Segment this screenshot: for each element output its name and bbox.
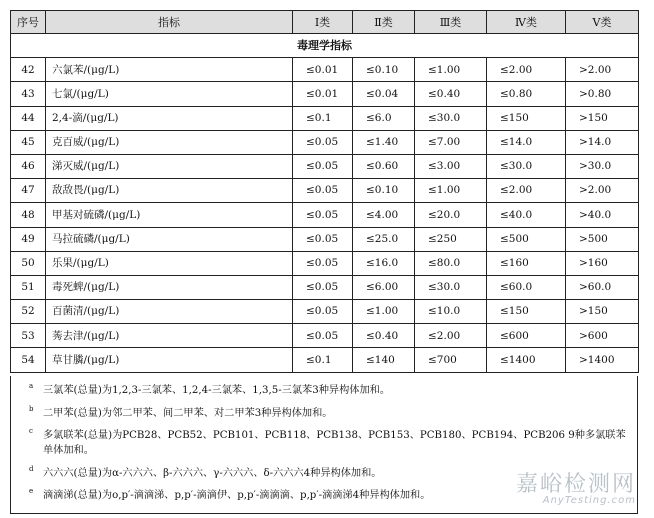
row-class-5: >30.0 — [566, 154, 639, 178]
row-class-2: ≤0.10 — [353, 179, 415, 203]
row-class-1: ≤0.05 — [293, 275, 353, 299]
row-class-1: ≤0.05 — [293, 130, 353, 154]
note-mark: b — [29, 404, 34, 413]
row-indicator: 克百威/(μg/L) — [46, 130, 293, 154]
note-text: 六六六(总量)为α-六六六、β-六六六、γ-六六六、δ-六六六4种异构体加和。 — [43, 467, 382, 479]
table-row — [11, 106, 639, 130]
row-class-4: ≤0.80 — [487, 82, 566, 106]
note-mark: c — [29, 427, 33, 435]
watermark — [450, 467, 636, 511]
row-class-3: ≤2.00 — [415, 324, 487, 348]
header-class-3: Ⅲ类 — [415, 11, 487, 34]
table-row — [11, 154, 639, 178]
row-class-2: ≤140 — [353, 348, 415, 372]
table-row — [11, 179, 639, 203]
row-class-5: >150 — [566, 300, 639, 324]
row-class-2: ≤6.00 — [353, 275, 415, 299]
row-no: 45 — [11, 130, 46, 154]
table-row — [11, 130, 639, 154]
row-indicator: 毒死蜱/(μg/L) — [46, 275, 293, 299]
row-class-5: >150 — [566, 106, 639, 130]
row-class-4: ≤1400 — [487, 348, 566, 372]
row-no: 48 — [11, 203, 46, 227]
row-class-3: ≤700 — [415, 348, 487, 372]
row-class-1: ≤0.05 — [293, 203, 353, 227]
header-indicator: 指标 — [46, 11, 293, 34]
row-class-1: ≤0.05 — [293, 227, 353, 251]
row-class-3: ≤30.0 — [415, 106, 487, 130]
row-no: 54 — [11, 348, 46, 372]
row-class-1: ≤0.01 — [293, 82, 353, 106]
row-class-1: ≤0.01 — [293, 58, 353, 82]
note-item — [27, 383, 629, 398]
row-class-2: ≤6.0 — [353, 106, 415, 130]
table-row — [11, 324, 639, 348]
table-row — [11, 275, 639, 299]
row-no: 52 — [11, 300, 46, 324]
row-class-1: ≤0.05 — [293, 300, 353, 324]
row-class-4: ≤14.0 — [487, 130, 566, 154]
header-class-2: Ⅱ类 — [353, 11, 415, 34]
header-class-1: Ⅰ类 — [293, 11, 353, 34]
note-text: 多氯联苯(总量)为PCB28、PCB52、PCB101、PCB118、PCB138、PCB153、PCB180、PCB194、PCB206 9种多氯联苯 单体加和。 — [43, 430, 626, 456]
row-class-5: >500 — [566, 227, 639, 251]
row-class-2: ≤1.00 — [353, 300, 415, 324]
table-row — [11, 82, 639, 106]
row-class-2: ≤0.04 — [353, 82, 415, 106]
row-indicator: 草甘膦/(μg/L) — [46, 348, 293, 372]
row-class-5: >2.00 — [566, 179, 639, 203]
row-class-5: >60.0 — [566, 275, 639, 299]
row-class-4: ≤2.00 — [487, 58, 566, 82]
row-class-2: ≤4.00 — [353, 203, 415, 227]
row-no: 47 — [11, 179, 46, 203]
note-mark: d — [29, 464, 34, 473]
row-class-1: ≤0.1 — [293, 348, 353, 372]
row-class-4: ≤150 — [487, 300, 566, 324]
row-indicator: 涕灭威/(μg/L) — [46, 154, 293, 178]
row-class-2: ≤0.40 — [353, 324, 415, 348]
row-no: 42 — [11, 58, 46, 82]
row-class-3: ≤80.0 — [415, 251, 487, 275]
row-class-3: ≤30.0 — [415, 275, 487, 299]
note-text: 二甲苯(总量)为邻二甲苯、间二甲苯、对二甲苯3种异构体加和。 — [43, 407, 333, 419]
header-class-5: Ⅴ类 — [566, 11, 639, 34]
row-class-4: ≤2.00 — [487, 179, 566, 203]
row-indicator: 马拉硫磷/(μg/L) — [46, 227, 293, 251]
section-row — [11, 34, 639, 58]
row-class-5: >2.00 — [566, 58, 639, 82]
row-class-5: >600 — [566, 324, 639, 348]
header-class-4: Ⅳ类 — [487, 11, 566, 34]
row-class-5: >40.0 — [566, 203, 639, 227]
table-header-row — [11, 11, 639, 34]
section-title: 毒理学指标 — [11, 34, 639, 58]
row-indicator: 敌敌畏/(μg/L) — [46, 179, 293, 203]
note-item — [27, 406, 629, 421]
row-indicator: 百菌清/(μg/L) — [46, 300, 293, 324]
row-class-5: >0.80 — [566, 82, 639, 106]
table-row — [11, 203, 639, 227]
header-no: 序号 — [11, 11, 46, 34]
row-class-4: ≤60.0 — [487, 275, 566, 299]
row-indicator: 七氯/(μg/L) — [46, 82, 293, 106]
water-quality-table — [10, 10, 639, 373]
row-class-4: ≤160 — [487, 251, 566, 275]
row-class-1: ≤0.05 — [293, 154, 353, 178]
note-text: 三氯苯(总量)为1,2,3-三氯苯、1,2,4-三氯苯、1,3,5-三氯苯3种异构体加和。 — [43, 385, 391, 396]
table-row — [11, 251, 639, 275]
watermark-en: AnyTesting.com — [542, 495, 636, 506]
row-indicator: 六氯苯/(μg/L) — [46, 58, 293, 82]
row-class-3: ≤1.00 — [415, 179, 487, 203]
watermark-cn: 嘉峪检测网 — [515, 472, 636, 497]
row-class-4: ≤600 — [487, 324, 566, 348]
row-class-3: ≤3.00 — [415, 154, 487, 178]
row-class-4: ≤150 — [487, 106, 566, 130]
row-class-2: ≤0.60 — [353, 154, 415, 178]
row-class-5: >14.0 — [566, 130, 639, 154]
row-class-4: ≤500 — [487, 227, 566, 251]
row-no: 49 — [11, 227, 46, 251]
table-row — [11, 58, 639, 82]
row-no: 44 — [11, 106, 46, 130]
note-item — [27, 428, 629, 458]
row-class-2: ≤25.0 — [353, 227, 415, 251]
note-mark: e — [29, 487, 34, 495]
row-class-2: ≤16.0 — [353, 251, 415, 275]
row-class-2: ≤0.10 — [353, 58, 415, 82]
row-class-3: ≤0.40 — [415, 82, 487, 106]
row-class-4: ≤40.0 — [487, 203, 566, 227]
row-class-1: ≤0.05 — [293, 324, 353, 348]
row-no: 46 — [11, 154, 46, 178]
note-mark: a — [29, 382, 34, 390]
row-class-5: >1400 — [566, 348, 639, 372]
row-no: 51 — [11, 275, 46, 299]
row-class-3: ≤1.00 — [415, 58, 487, 82]
note-text: 滴滴涕(总量)为o,p′-滴滴涕、p,p′-滴滴伊、p,p′-滴滴滴、p,p′-滴滴涕4种异构体加和。 — [43, 490, 431, 501]
table-row — [11, 227, 639, 251]
row-class-3: ≤20.0 — [415, 203, 487, 227]
row-no: 53 — [11, 324, 46, 348]
row-class-4: ≤30.0 — [487, 154, 566, 178]
row-class-5: >160 — [566, 251, 639, 275]
table-row — [11, 348, 639, 372]
row-class-1: ≤0.1 — [293, 106, 353, 130]
row-indicator: 甲基对硫磷/(μg/L) — [46, 203, 293, 227]
row-no: 50 — [11, 251, 46, 275]
row-indicator: 2,4-滴/(μg/L) — [46, 106, 293, 130]
row-class-3: ≤10.0 — [415, 300, 487, 324]
row-class-3: ≤250 — [415, 227, 487, 251]
row-indicator: 莠去津/(μg/L) — [46, 324, 293, 348]
table-row — [11, 300, 639, 324]
row-class-1: ≤0.05 — [293, 179, 353, 203]
row-class-1: ≤0.05 — [293, 251, 353, 275]
row-no: 43 — [11, 82, 46, 106]
row-class-3: ≤7.00 — [415, 130, 487, 154]
row-indicator: 乐果/(μg/L) — [46, 251, 293, 275]
row-class-2: ≤1.40 — [353, 130, 415, 154]
